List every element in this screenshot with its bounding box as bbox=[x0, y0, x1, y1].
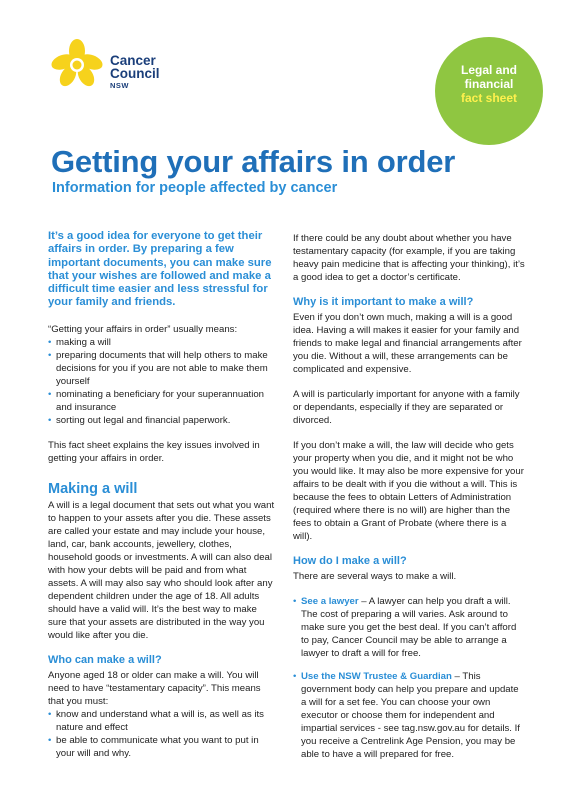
badge-line-2: financial bbox=[464, 77, 514, 91]
making-text: A will is a legal document that sets out what you want to happen to your assets after you die. These assets are called your estate and may include your house, land, car, bank accounts, jewellery, clothes, household goods or investments. A will can also deal with how your debts will be paid and from what assets. A will may also say who should look after any dependent children under the age of 18. All adults should have a valid will. It’s the best way to make sure that your assets are distributed in the way you would like after you die. bbox=[48, 499, 275, 641]
who-text: Anyone aged 18 or older can make a will. You will need to have “testamentary capacity”. This means that you must: bbox=[48, 669, 261, 707]
why-paragraph-3: If you don’t make a will, the law will decide who gets your property when you die, and it might not be who you would like. It may also be more expensive for your affairs to be dealt with if you die without a will. This is because the fees to obtain Letters of Administration (required where there is no will) are higher than the fees to obtain a Grant of Probate (where there is a will). bbox=[293, 440, 524, 542]
means-text: “Getting your affairs in order” usually means: bbox=[48, 323, 238, 335]
badge-line-3: fact sheet bbox=[460, 91, 518, 105]
list-item: • making a will bbox=[48, 336, 276, 349]
bullet-icon: • bbox=[293, 671, 297, 682]
heading-how-do-i-make-a-will: How do I make a will? bbox=[293, 555, 407, 567]
means-list bbox=[48, 336, 276, 427]
heading-who-can-make-a-will: Who can make a will? bbox=[48, 653, 162, 666]
page-subtitle: Information for people affected by cancer bbox=[52, 180, 338, 196]
list-item bbox=[293, 670, 525, 761]
way-text: – A lawyer can help you draft a will. The cost of preparing a will varies. Ask around to make sure you get the best deal. If you can’t afford to pay, Cancer Council may be able to arrange a lawyer to draft a will for free. bbox=[301, 596, 517, 659]
way-text: – This government body can help you prepare and update a will for a set fee. You can choose your own executor or choose them for independent and impartial services - see tag.nsw.gov.au for details. If you receive a Centrelink Age Pension, you may be able to have a will prepared for free. bbox=[301, 671, 520, 760]
badge-label bbox=[435, 63, 543, 91]
list-item: • know and understand what a will is, as well as its nature and effect bbox=[48, 708, 276, 734]
logo-line-1: Cancer bbox=[110, 53, 156, 68]
logo-line-2: Council bbox=[110, 66, 160, 81]
way-label: See a lawyer bbox=[301, 596, 359, 607]
heading-why-important: Why is it important to make a will? bbox=[293, 296, 474, 308]
capacity-text: If there could be any doubt about whether you have testamentary capacity (for example, if you are taking heavy pain medicine that is affecting your thinking), it’s a good idea to get a doctor’s certificate. bbox=[293, 233, 525, 283]
list-item bbox=[293, 595, 525, 660]
logo-wordmark bbox=[110, 54, 160, 80]
list-item: • sorting out legal and financial paperwork. bbox=[48, 414, 276, 427]
badge-line-1: Legal and bbox=[460, 63, 517, 77]
logo-sub: NSW bbox=[110, 81, 129, 90]
why-paragraph-2: A will is particularly important for anyone with a family or dependants, especially if they are separated or divorced. bbox=[293, 389, 520, 426]
page-title: Getting your affairs in order bbox=[51, 144, 456, 179]
left-column bbox=[48, 230, 276, 772]
cancer-council-logo bbox=[46, 38, 186, 88]
list-item: • nominating a beneficiary for your superannuation and insurance bbox=[48, 388, 276, 414]
who-list bbox=[48, 708, 276, 760]
list-item: • be able to communicate what you want to put in your will and why. bbox=[48, 734, 276, 760]
intro-paragraph: It’s a good idea for everyone to get their affairs in order. By preparing a few important documents, you can make sure that your wishes are followed and make a difficult time easier and less stressful for your family and friends. bbox=[48, 230, 272, 309]
right-column bbox=[293, 232, 525, 771]
way-label: Use the NSW Trustee & Guardian bbox=[301, 671, 452, 682]
list-item: • preparing documents that will help others to make decisions for you if you are not able to make them yourself bbox=[48, 349, 276, 388]
why-paragraph-1: Even if you don’t own much, making a will is a good idea. Having a will makes it easier for your family and friends to make legal and financial arrangements after you die. Without a will, these arrangements can be complicated and expensive. bbox=[293, 312, 522, 375]
how-text: There are several ways to make a will. bbox=[293, 571, 457, 582]
bullet-icon: • bbox=[293, 596, 297, 607]
explains-text: This fact sheet explains the key issues involved in getting your affairs in order. bbox=[48, 439, 260, 464]
daffodil-icon bbox=[46, 38, 108, 88]
heading-making-a-will: Making a will bbox=[48, 480, 138, 497]
fact-sheet-badge bbox=[435, 37, 543, 145]
